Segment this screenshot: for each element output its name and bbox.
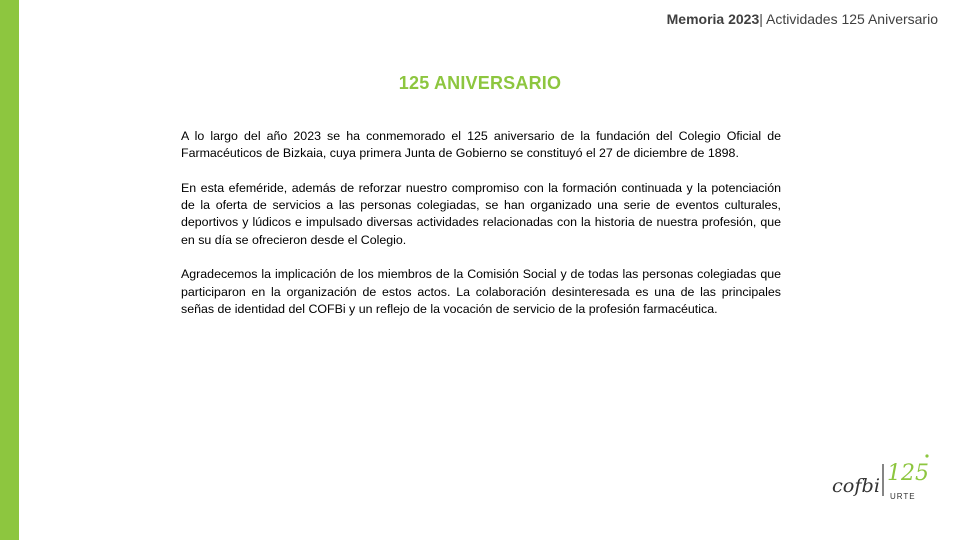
paragraph-3: Agradecemos la implicación de los miembros de la Comisión Social y de todas las personas colegiadas que participaron en la organización de estos actos. La colaboración desinteresada es una de las principales señas de identidad del COFBi y un reflejo de la vocación de servicio de la profesión farmacéutica.: [181, 267, 781, 316]
page-title: 125 ANIVERSARIO: [398, 73, 562, 93]
header-doc-title: Memoria 2023: [666, 11, 760, 27]
header-separator: |: [759, 11, 766, 27]
paragraph-2: En esta efeméride, además de reforzar nuestro compromiso con la formación continuada y la potenciación de la oferta de servicios a las personas colegiadas, se han organizado una serie de eventos culturales, deportivos y lúdicos e impulsado diversas actividades relacionadas con la historia de nuestra profesión, que en su día se ofrecieron desde el Colegio.: [181, 180, 781, 247]
paragraph-1: A lo largo del año 2023 se ha conmemorado el 125 aniversario de la fundación del Colegio Oficial de Farmacéuticos de Bizkaia, cuya primera Junta de Gobierno se constituyó el 27 de diciembre de 1898.: [181, 129, 781, 161]
header-section: Actividades 125 Aniversario: [766, 11, 938, 27]
logo-suffix: URTE: [890, 492, 916, 501]
logo-wordmark: cofbi: [832, 475, 880, 497]
logo-number: 125: [887, 461, 929, 486]
cofbi-125-logo: [830, 450, 934, 512]
body-text: [181, 128, 781, 336]
page-header: [667, 11, 938, 27]
